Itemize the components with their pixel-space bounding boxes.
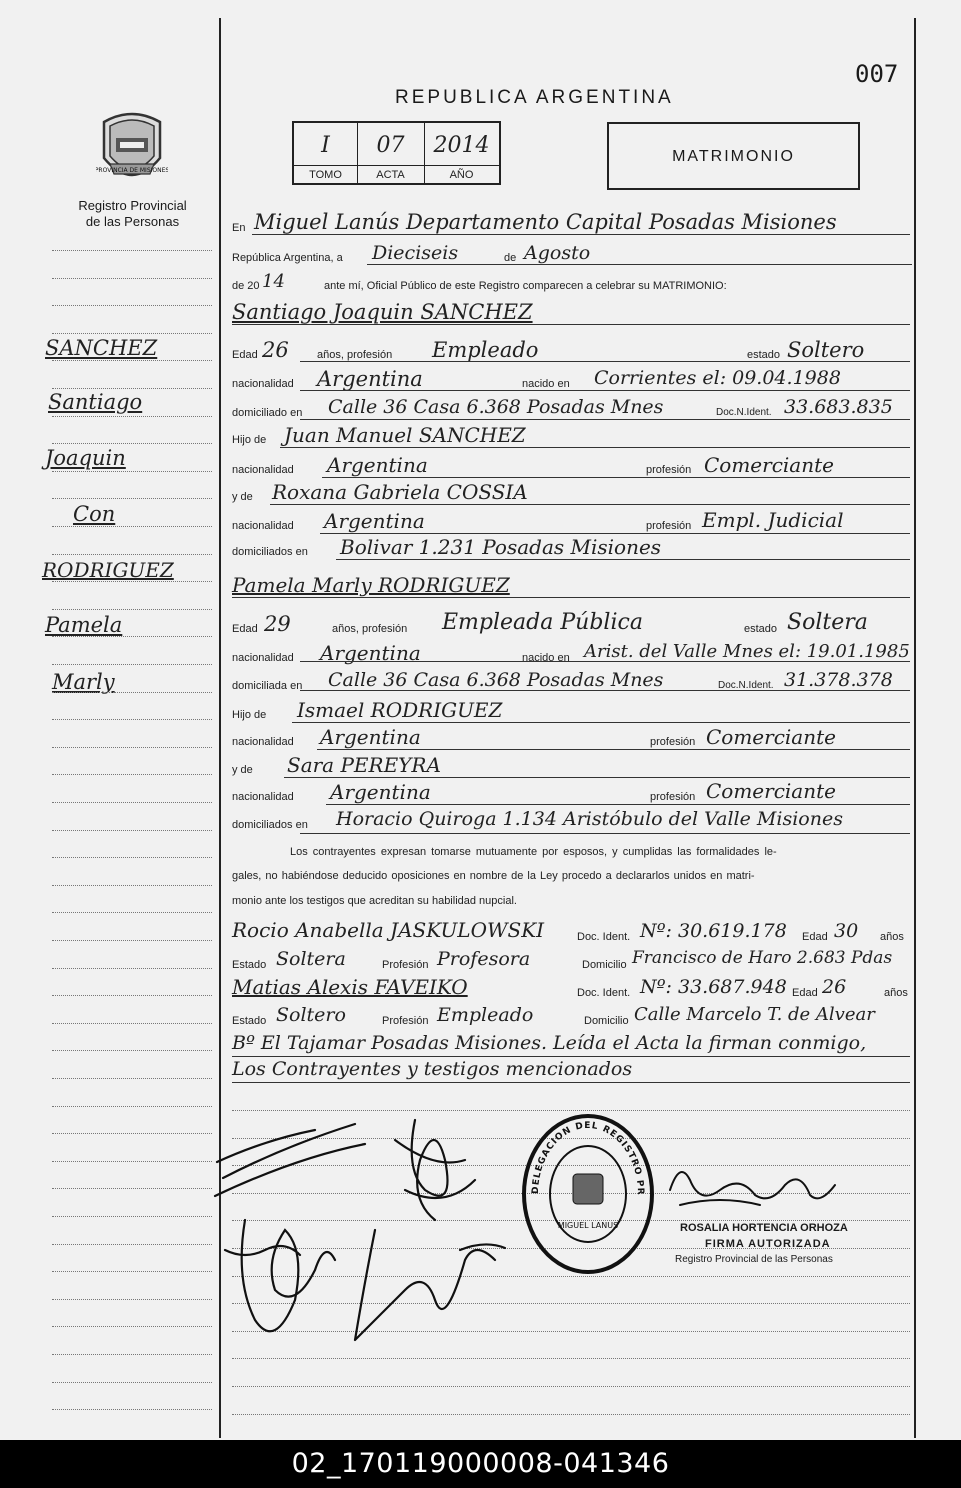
field-underline: [300, 690, 910, 691]
date-year: 14: [262, 271, 285, 292]
field-underline: [300, 361, 910, 362]
bride-nacido: Arist. del Valle Mnes el: 19.01.1985: [584, 641, 910, 662]
official-stamp-title: FIRMA AUTORIZADA: [705, 1238, 831, 1250]
margin-name-1: SANCHEZ: [45, 336, 158, 360]
groom-padre-prof: Comerciante: [704, 453, 834, 477]
date-month: Agosto: [524, 242, 591, 264]
margin-ruling: [52, 416, 212, 417]
tomo-label: TOMO: [309, 169, 342, 181]
registry-seal-icon: [96, 108, 168, 190]
bride-padres-dom-row: domiciliados en Horacio Quiroga 1.134 Aristóbulo del Valle Misiones: [232, 808, 843, 831]
groom-padres-dom: Bolivar 1.231 Posadas Misiones: [340, 535, 662, 559]
witness2-estado-row: Estado Soltero Profesión Empleado Domicilio Calle Marcelo T. de Alvear: [232, 1004, 875, 1027]
declaration-line-1: Los contrayentes expresan tomarse mutuamente por esposos, y cumplidas las formalidades le-: [290, 846, 777, 858]
acta-label: ACTA: [376, 169, 405, 181]
bride-domicilio: Calle 36 Casa 6.368 Posadas Mnes: [328, 669, 664, 691]
margin-ruling: [52, 443, 212, 444]
margin-ruling: [52, 940, 212, 941]
groom-nacionalidad: Argentina: [317, 367, 423, 391]
bride-madre-nac-row: nacionalidad Argentina profesión Comerciante: [232, 782, 912, 804]
bride-estado: Soltera: [787, 610, 868, 635]
witness1-name-row: Rocio Anabella JASKULOWSKI Doc. Ident. Nº: 30.619.178 Edad 30 años: [232, 918, 904, 943]
margin-ruling: [52, 471, 212, 472]
field-underline: [300, 419, 910, 420]
witness2-profesion: Empleado: [437, 1004, 534, 1026]
groom-dom-row: domiciliado en Calle 36 Casa 6.368 Posadas Mnes Doc.N.Ident. 33.683.835: [232, 396, 893, 419]
document-number: 007: [855, 60, 899, 88]
anio-label: AÑO: [449, 169, 474, 181]
margin-ruling: [52, 498, 212, 499]
bride-edad: 29: [264, 612, 291, 636]
witness1-estado: Soltera: [276, 948, 346, 970]
bride-madre-prof: Comerciante: [706, 779, 836, 803]
witness2-name: Matias Alexis FAVEIKO: [232, 975, 468, 999]
groom-padres-dom-row: domiciliados en Bolivar 1.231 Posadas Misiones: [232, 537, 912, 559]
margin-ruling: [52, 664, 212, 665]
witness2-doc: Nº: 33.687.948: [640, 976, 787, 998]
witness1-doc: Nº: 30.619.178: [640, 920, 787, 942]
margin-ruling: [52, 636, 212, 637]
witness1-domicilio: Francisco de Haro 2.683 Pdas: [632, 948, 893, 968]
groom-name-row: [232, 302, 912, 324]
bride-padre-prof: Comerciante: [706, 725, 836, 749]
round-seal-stamp: [518, 1112, 658, 1277]
margin-ruling: [52, 581, 212, 582]
bride-padre-nac-row: nacionalidad Argentina profesión Comerciante: [232, 727, 912, 749]
official-stamp-org: Registro Provincial de las Personas: [675, 1254, 833, 1265]
margin-ruling: [52, 719, 212, 720]
margin-name-3: Joaquin: [45, 446, 126, 470]
groom-madre-prof: Empl. Judicial: [702, 508, 844, 532]
groom-padre: Juan Manuel SANCHEZ: [284, 423, 526, 447]
date-text: ante mí, Oficial Público de este Registro comparecen a celebrar su MATRIMONIO:: [324, 280, 727, 292]
witness1-estado-row: Estado Soltera Profesión Profesora Domicilio Francisco de Haro 2.683 Pdas: [232, 948, 893, 971]
bride-doc: 31.378.378: [784, 669, 893, 691]
margin-name-7: Marly: [52, 670, 115, 694]
groom-profesion: Empleado: [432, 338, 539, 362]
bride-profesion: Empleada Pública: [442, 610, 643, 635]
margin-ruling: [52, 968, 212, 969]
margin-ruling: [52, 554, 212, 555]
round-seal-inner-text: MIGUEL LANUS: [557, 1221, 619, 1230]
closing-line-2-row: [232, 1060, 912, 1082]
margin-ruling: [52, 1299, 212, 1300]
margin-ruling: [52, 360, 212, 361]
margin-ruling: [52, 885, 212, 886]
margin-ruling: [52, 692, 212, 693]
round-seal-outer-text: DELEGACION DEL REGISTRO PR: [530, 1120, 646, 1196]
groom-nac-row: nacionalidad Argentina nacido en Corrientes el: 09.04.1988: [232, 367, 841, 391]
groom-nacido: Corrientes el: 09.04.1988: [594, 367, 841, 389]
witness2-estado: Soltero: [276, 1004, 346, 1026]
bride-name: Pamela Marly RODRIGUEZ: [232, 573, 510, 597]
bride-padre-nac: Argentina: [320, 725, 421, 749]
tomo-value: I: [321, 133, 330, 158]
bride-padre-row: Hijo de Ismael RODRIGUEZ: [232, 700, 912, 722]
groom-madre-row: y de Roxana Gabriela COSSIA: [232, 482, 912, 504]
margin-ruling: [52, 830, 212, 831]
row-year: de 20 14 ante mí, Oficial Público de este Registro comparecen a celebrar su MATRIMONIO:: [232, 271, 727, 292]
closing-line-2: Los Contrayentes y testigos mencionados: [232, 1058, 633, 1080]
margin-ruling: [52, 747, 212, 748]
witness2-name-row: Matias Alexis FAVEIKO Doc. Ident. Nº: 33.687.948 Edad 26 años: [232, 975, 908, 999]
groom-domicilio: Calle 36 Casa 6.368 Posadas Mnes: [328, 396, 664, 418]
margin-rule-right: [914, 18, 916, 1438]
margin-ruling: [52, 250, 212, 251]
seal-label: PROVINCIA DE MISIONES: [96, 167, 168, 174]
footer-document-id: 02_170119000008-041346: [0, 1440, 961, 1488]
bride-edad-row: Edad 29 años, profesión Empleada Pública estado Soltera: [232, 610, 868, 636]
margin-name-6: Pamela: [45, 613, 123, 637]
doc-type-label: MATRIMONIO: [672, 148, 795, 165]
margin-ruling: [52, 774, 212, 775]
witness2-domicilio: Calle Marcelo T. de Alvear: [634, 1004, 875, 1025]
margin-ruling: [52, 1409, 212, 1410]
margin-ruling: [52, 1188, 212, 1189]
margin-ruling: [52, 1216, 212, 1217]
doc-type-box: [607, 122, 860, 190]
witness1-profesion: Profesora: [437, 948, 531, 970]
registry-name-line1: Registro Provincial: [78, 198, 187, 213]
groom-padre-row: Hijo de Juan Manuel SANCHEZ: [232, 425, 912, 447]
margin-name-5: RODRIGUEZ: [42, 558, 174, 582]
margin-name-4: Con: [73, 502, 116, 526]
bride-madre: Sara PEREYRA: [287, 753, 441, 777]
margin-ruling: [52, 526, 212, 527]
row-date: República Argentina, a Dieciseis de Agosto: [232, 244, 912, 266]
groom-madre-nac-row: nacionalidad Argentina profesión Empl. Judicial: [232, 511, 912, 533]
margin-ruling: [52, 1133, 212, 1134]
margin-name-2: Santiago: [48, 390, 143, 414]
volume-box: [292, 121, 501, 185]
margin-ruling: [52, 1078, 212, 1079]
margin-ruling: [52, 333, 212, 334]
date-day: Dieciseis: [372, 242, 459, 264]
groom-edad: 26: [262, 338, 289, 362]
official-stamp-name: ROSALIA HORTENCIA ORHOZA: [680, 1222, 848, 1234]
bride-madre-nac: Argentina: [330, 780, 431, 804]
groom-name: Santiago Joaquin SANCHEZ: [232, 300, 533, 324]
margin-ruling: [52, 1382, 212, 1383]
witness2-edad: 26: [822, 976, 847, 998]
margin-ruling: [52, 1354, 212, 1355]
body-ruling: [232, 1386, 910, 1387]
bride-nac-row: nacionalidad Argentina nacido en Arist. del Valle Mnes el: 19.01.1985: [232, 641, 910, 665]
bride-nacionalidad: Argentina: [320, 641, 421, 665]
place-value: Miguel Lanús Departamento Capital Posadas Misiones: [254, 210, 837, 234]
margin-ruling: [52, 857, 212, 858]
body-ruling: [232, 1414, 910, 1415]
field-underline: [300, 390, 910, 391]
groom-edad-row: Edad 26 años, profesión Empleado estado Soltero: [232, 338, 865, 362]
bride-dom-row: domiciliada en Calle 36 Casa 6.368 Posadas Mnes Doc.N.Ident. 31.378.378: [232, 669, 893, 692]
bride-name-row: [232, 575, 912, 597]
margin-ruling: [52, 1244, 212, 1245]
field-underline: [300, 661, 910, 662]
registry-name-line2: de las Personas: [85, 214, 180, 229]
groom-padre-nac-row: nacionalidad Argentina profesión Comerciante: [232, 455, 912, 477]
margin-ruling: [52, 1023, 212, 1024]
closing-line-1: Bº El Tajamar Posadas Misiones. Leída el Acta la firman conmigo,: [232, 1032, 867, 1054]
margin-ruling: [52, 1271, 212, 1272]
groom-madre: Roxana Gabriela COSSIA: [272, 480, 528, 504]
header-title: REPUBLICA ARGENTINA: [395, 87, 674, 108]
margin-ruling: [52, 1161, 212, 1162]
bride-padre: Ismael RODRIGUEZ: [297, 698, 503, 722]
margin-ruling: [52, 1326, 212, 1327]
groom-padre-nac: Argentina: [327, 453, 428, 477]
margin-ruling: [52, 1050, 212, 1051]
bride-madre-row: y de Sara PEREYRA: [232, 755, 912, 777]
margin-ruling: [52, 609, 212, 610]
bride-padres-dom: Horacio Quiroga 1.134 Aristóbulo del Valle Misiones: [336, 808, 843, 830]
row-place: En Miguel Lanús Departamento Capital Posadas Misiones: [232, 214, 912, 236]
groom-madre-nac: Argentina: [324, 509, 425, 533]
official-signature: [660, 1150, 840, 1220]
margin-ruling: [52, 912, 212, 913]
margin-ruling: [52, 305, 212, 306]
witness1-edad: 30: [834, 920, 859, 942]
groom-estado: Soltero: [787, 338, 865, 362]
anio-value: 2014: [433, 133, 490, 158]
closing-line-1-row: [232, 1034, 912, 1056]
witness1-name: Rocio Anabella JASKULOWSKI: [232, 918, 545, 942]
margin-ruling: [52, 278, 212, 279]
declaration-line-2: gales, no habiéndose deducido oposiciones en nombre de la Ley procedo a declararlos unidos en matri-: [232, 870, 755, 882]
declaration-line-3: monio ante los testigos que acreditan su habilidad nupcial.: [232, 895, 517, 907]
groom-doc: 33.683.835: [784, 396, 893, 418]
signatures-area: [205, 1100, 535, 1360]
margin-ruling: [52, 1106, 212, 1107]
margin-ruling: [52, 388, 212, 389]
margin-ruling: [52, 995, 212, 996]
acta-value: 07: [376, 133, 405, 158]
margin-ruling: [52, 802, 212, 803]
field-underline: [300, 833, 910, 834]
